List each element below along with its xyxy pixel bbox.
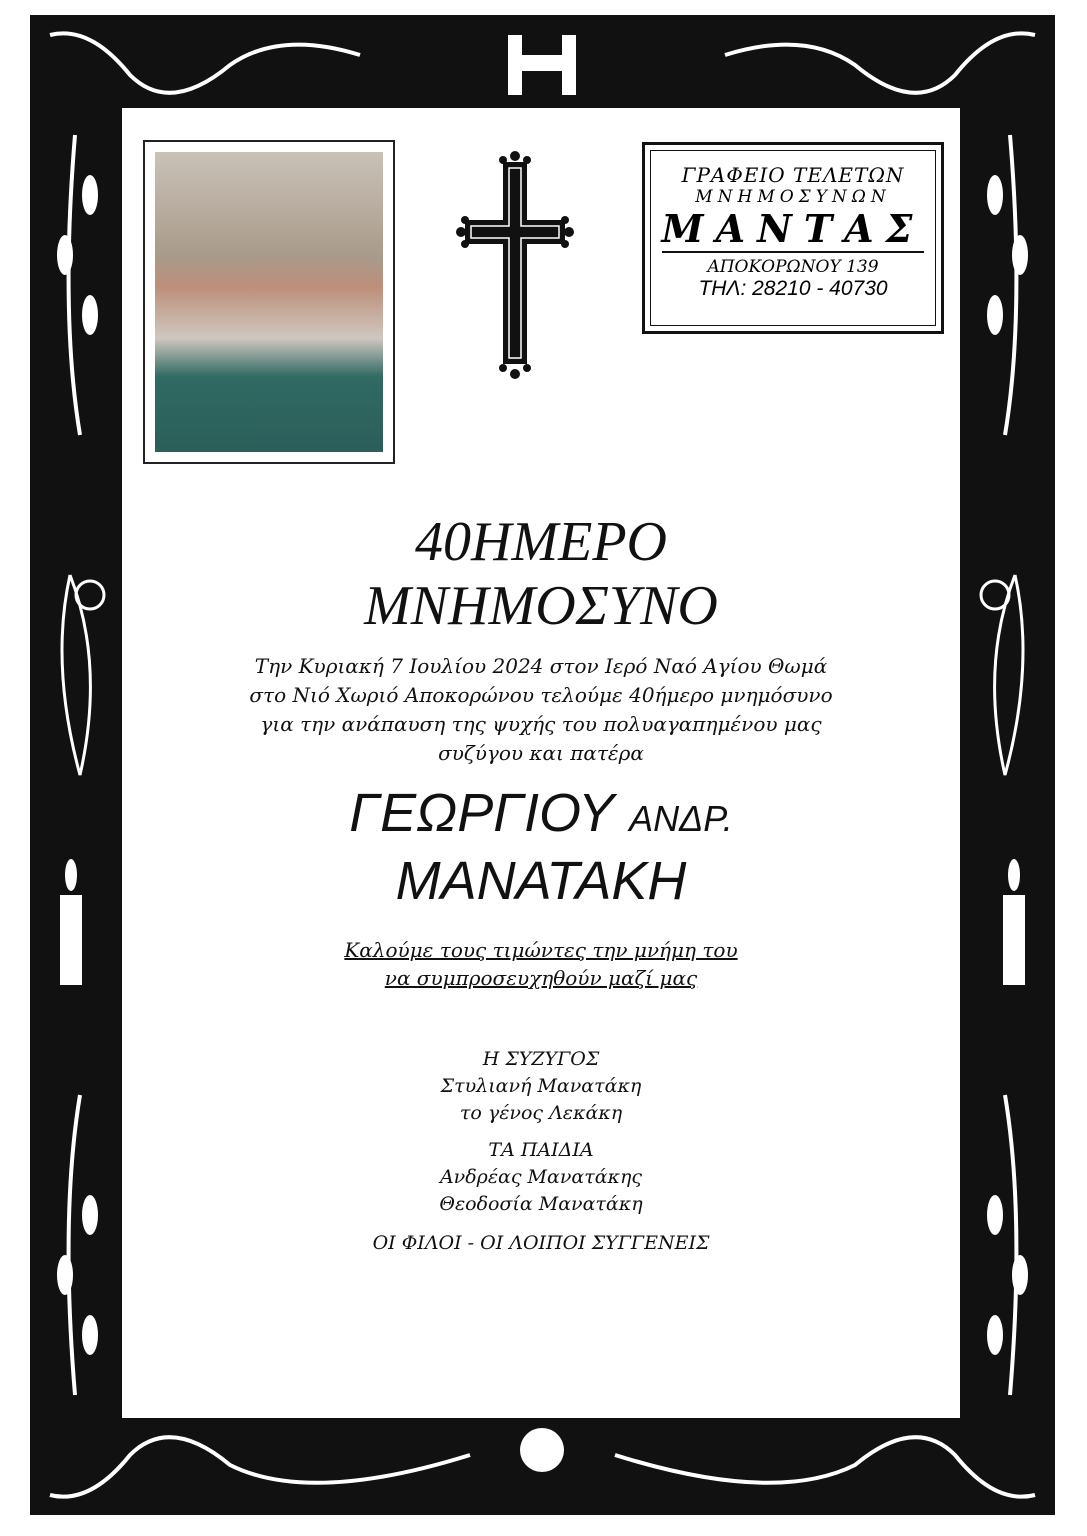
child-name: Θεοδοσία Μανατάκη [439,1193,643,1215]
invitation-line: Καλούμε τους τιμώντες την μνήμη του [344,938,738,962]
agency-line2: ΜΝΗΜΟΣΥΝΩΝ [695,187,891,207]
deceased-first-name: ΓΕΩΡΓΙΟΥ [349,783,615,843]
family-signatures [122,1046,960,1257]
body-line: Την Κυριακή 7 Ιουλίου 2024 στον Ιερό Ναό Αγίου Θωμά [254,654,828,678]
agency-address: ΑΠΟΚΟΡΩΝΟΥ 139 [707,257,879,277]
spouse-name: Στυλιανή Μανατάκη [440,1075,642,1097]
body-line: συζύγου και πατέρα [438,741,644,765]
friends-relatives: ΟΙ ΦΙΛΟΙ - ΟΙ ΛΟΙΠΟΙ ΣΥΓΓΕΝΕΙΣ [372,1232,710,1254]
portrait-photo [143,140,395,464]
deceased-last-name: ΜΑΝΑΤΑΚΗ [395,851,687,911]
agency-name: ΜΑΝΤΑΣ [661,206,925,251]
funeral-agency-box [642,142,944,334]
spouse-label: Η ΣΥΖΥΓΟΣ [482,1048,600,1070]
invitation [122,936,960,992]
title-line1: 40ΗΜΕΡΟ [415,511,667,573]
agency-line1: ΓΡΑΦΕΙΟ ΤΕΛΕΤΩΝ [681,163,905,187]
child-name: Ανδρέας Μανατάκης [439,1166,643,1188]
body-line: στο Νιό Χωριό Αποκορώνου τελούμε 40ήμερο μνημόσυνο [249,683,833,707]
notice-title [122,510,960,638]
children-label: ΤΑ ΠΑΙΔΙΑ [488,1139,594,1161]
title-line2: ΜΝΗΜΟΣΥΝΟ [364,575,718,637]
body-line: για την ανάπαυση της ψυχής του πολυαγαπημένου μας [260,712,822,736]
spouse-maiden-name: το γένος Λεκάκη [459,1102,623,1124]
deceased-name [122,782,960,912]
notice-body [122,652,960,768]
deceased-father-name: ΑΝΔΡ. [629,798,733,839]
invitation-line: να συμπροσευχηθούν μαζί μας [384,966,698,990]
agency-phone: ΤΗΛ: 28210 - 40730 [698,277,888,300]
cross-icon [455,150,575,380]
